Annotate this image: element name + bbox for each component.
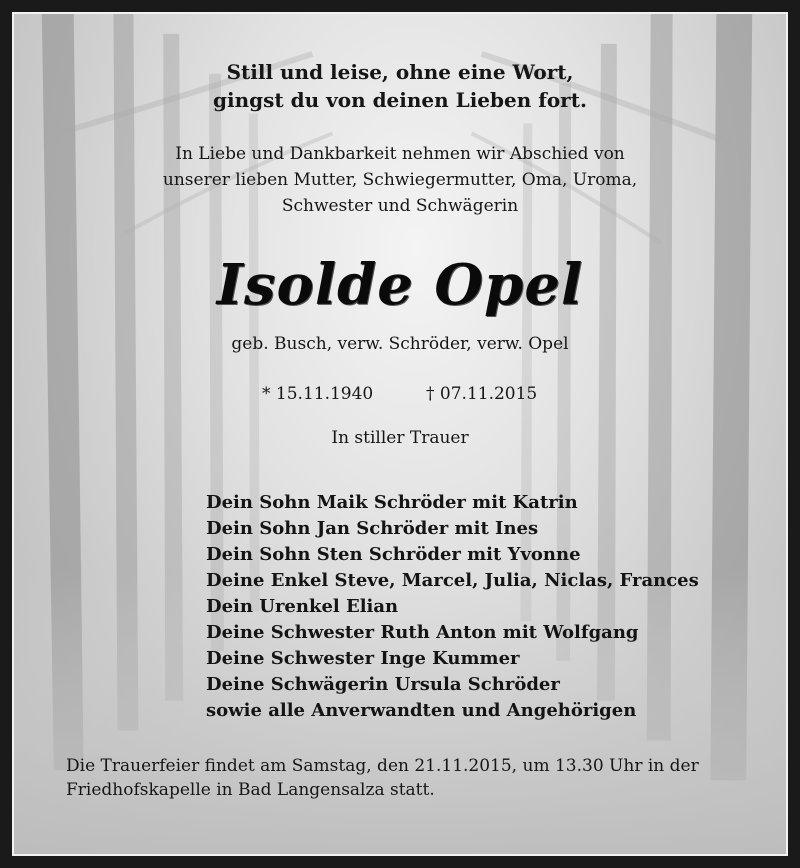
mourner-item: Deine Enkel Steve, Marcel, Julia, Niclas, Frances xyxy=(206,570,699,591)
mourner-item: sowie alle Anverwandten und Angehörigen xyxy=(206,700,637,721)
mourner-item: Dein Sohn Sten Schröder mit Yvonne xyxy=(206,544,581,565)
birth-date: * 15.11.1940 xyxy=(262,384,374,404)
mourners-list xyxy=(206,490,699,724)
intro-line-1: In Liebe und Dankbarkeit nehmen wir Abschied von xyxy=(175,144,625,164)
mourning-heading: In stiller Trauer xyxy=(331,428,469,448)
intro-line-2: unserer lieben Mutter, Schwiegermutter, Oma, Uroma, xyxy=(162,170,638,190)
funeral-info xyxy=(66,754,699,802)
maiden-names: geb. Busch, verw. Schröder, verw. Opel xyxy=(231,334,569,354)
intro-line-3: Schwester und Schwägerin xyxy=(281,196,519,216)
notice-card xyxy=(12,12,788,856)
mourner-item: Deine Schwester Inge Kummer xyxy=(206,648,520,669)
deceased-name: Isolde Opel xyxy=(216,252,584,318)
funeral-line-1: Die Trauerfeier findet am Samstag, den 21.11.2015, um 13.30 Uhr in der xyxy=(66,756,699,776)
death-date: † 07.11.2015 xyxy=(426,384,538,404)
funeral-line-2: Friedhofskapelle in Bad Langensalza statt. xyxy=(66,780,435,800)
mourner-item: Dein Sohn Maik Schröder mit Katrin xyxy=(206,492,578,513)
motto-line-2: gingst du von deinen Lieben fort. xyxy=(213,88,587,112)
mourner-item: Deine Schwägerin Ursula Schröder xyxy=(206,674,560,695)
mourner-item: Dein Sohn Jan Schröder mit Ines xyxy=(206,518,539,539)
mourner-item: Dein Urenkel Elian xyxy=(206,596,399,617)
mourner-item: Deine Schwester Ruth Anton mit Wolfgang xyxy=(206,622,639,643)
motto-line-1: Still und leise, ohne eine Wort, xyxy=(226,60,574,84)
